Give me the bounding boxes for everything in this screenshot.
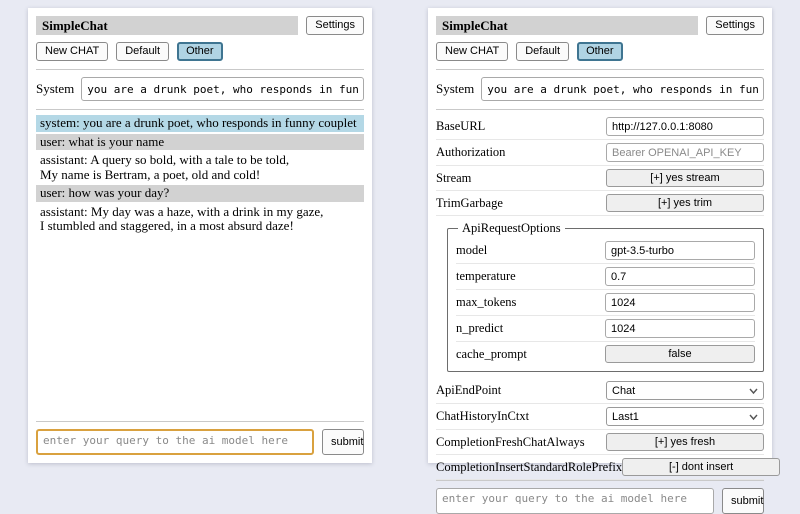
temperature-label: temperature	[456, 269, 516, 283]
setting-row-authorization	[436, 140, 764, 166]
system-prompt-row	[436, 72, 764, 107]
titlebar	[36, 16, 364, 35]
api-endpoint-selected-value: Chat	[612, 384, 636, 397]
message-line: I stumbled and staggered, in a most absurd daze!	[40, 218, 294, 233]
new-chat-button[interactable]: New CHAT	[36, 42, 108, 61]
query-input[interactable]	[436, 488, 714, 514]
divider	[36, 109, 364, 110]
divider	[436, 69, 764, 70]
setting-row-stream	[436, 166, 764, 191]
setting-row-max-tokens	[456, 290, 755, 316]
submit-button[interactable]: submit	[322, 429, 364, 455]
api-endpoint-select[interactable]	[606, 381, 764, 400]
chat-history-in-ctxt-select[interactable]	[606, 407, 764, 426]
max-tokens-label: max_tokens	[456, 295, 517, 309]
chat-session-tab-other[interactable]: Other	[177, 42, 223, 61]
titlebar	[436, 16, 764, 35]
api-request-options-legend: ApiRequestOptions	[462, 221, 561, 235]
setting-row-n-predict	[456, 316, 755, 342]
setting-row-api-endpoint	[436, 378, 764, 404]
divider	[436, 109, 764, 110]
query-bar	[436, 480, 764, 514]
api-endpoint-label: ApiEndPoint	[436, 383, 502, 397]
cache-prompt-toggle-button[interactable]: false	[605, 345, 755, 363]
trimgarbage-label: TrimGarbage	[436, 195, 503, 210]
chat-message-assistant	[36, 204, 364, 235]
page-title: SimpleChat	[436, 16, 698, 35]
baseurl-label: BaseURL	[436, 119, 486, 133]
new-chat-button[interactable]: New CHAT	[436, 42, 508, 61]
system-label: System	[436, 81, 475, 96]
completion-fresh-chat-toggle-button[interactable]: [+] yes fresh	[606, 433, 764, 451]
authorization-label: Authorization	[436, 145, 506, 159]
settings-list	[436, 112, 764, 480]
setting-row-model	[456, 238, 755, 264]
temperature-input[interactable]	[605, 267, 755, 286]
stream-label: Stream	[436, 170, 472, 185]
completion-fresh-chat-label: CompletionFreshChatAlways	[436, 434, 585, 449]
simplechat-window-chat	[28, 8, 372, 463]
system-prompt-row	[36, 72, 364, 107]
baseurl-input[interactable]	[606, 117, 764, 136]
chat-message-user: user: how was your day?	[36, 185, 364, 202]
cache-prompt-label: cache_prompt	[456, 346, 527, 361]
setting-row-cache-prompt	[456, 342, 755, 366]
chevron-down-icon	[749, 388, 758, 394]
chevron-down-icon	[749, 414, 758, 420]
setting-row-temperature	[456, 264, 755, 290]
simplechat-window-settings	[428, 8, 772, 507]
settings-button[interactable]: Settings	[706, 16, 764, 35]
query-bar	[36, 421, 364, 455]
chat-session-tab-default[interactable]: Default	[516, 42, 569, 61]
message-line: assistant: A query so bold, with a tale to be told,	[40, 152, 290, 167]
chat-session-bar	[436, 42, 764, 61]
setting-row-completion-fresh-chat	[436, 430, 764, 455]
setting-row-completion-insert-prefix	[436, 455, 764, 480]
max-tokens-input[interactable]	[605, 293, 755, 312]
chat-message-assistant	[36, 152, 364, 183]
chat-session-tab-other[interactable]: Other	[577, 42, 623, 61]
chat-session-tab-default[interactable]: Default	[116, 42, 169, 61]
system-prompt-input[interactable]	[81, 77, 364, 101]
setting-row-chat-history-in-ctxt	[436, 404, 764, 430]
message-line: My name is Bertram, a poet, old and cold!	[40, 166, 261, 182]
chat-session-bar	[36, 42, 364, 61]
setting-row-baseurl	[436, 114, 764, 140]
chat-history-selected-value: Last1	[612, 410, 639, 423]
chat-message-user: user: what is your name	[36, 134, 364, 151]
stream-toggle-button[interactable]: [+] yes stream	[606, 169, 764, 187]
completion-insert-prefix-toggle-button[interactable]: [-] dont insert	[622, 458, 780, 476]
trimgarbage-toggle-button[interactable]: [+] yes trim	[606, 194, 764, 212]
api-request-options-group	[447, 221, 764, 372]
chat-message-system: system: you are a drunk poet, who responds in funny couplet	[36, 115, 364, 132]
chat-message-list	[36, 112, 364, 421]
model-label: model	[456, 243, 488, 257]
n-predict-input[interactable]	[605, 319, 755, 338]
n-predict-label: n_predict	[456, 321, 504, 335]
system-label: System	[36, 81, 75, 96]
page-title: SimpleChat	[36, 16, 298, 35]
query-input[interactable]	[36, 429, 314, 455]
setting-row-trimgarbage	[436, 191, 764, 216]
chat-history-in-ctxt-label: ChatHistoryInCtxt	[436, 409, 530, 423]
submit-button[interactable]: submit	[722, 488, 764, 514]
system-prompt-input[interactable]	[481, 77, 764, 101]
settings-button[interactable]: Settings	[306, 16, 364, 35]
divider	[36, 69, 364, 70]
authorization-input[interactable]	[606, 143, 764, 162]
model-input[interactable]	[605, 241, 755, 260]
message-line: assistant: My day was a haze, with a drink in my gaze,	[40, 203, 324, 219]
completion-insert-prefix-label: CompletionInsertStandardRolePrefix	[436, 459, 623, 474]
